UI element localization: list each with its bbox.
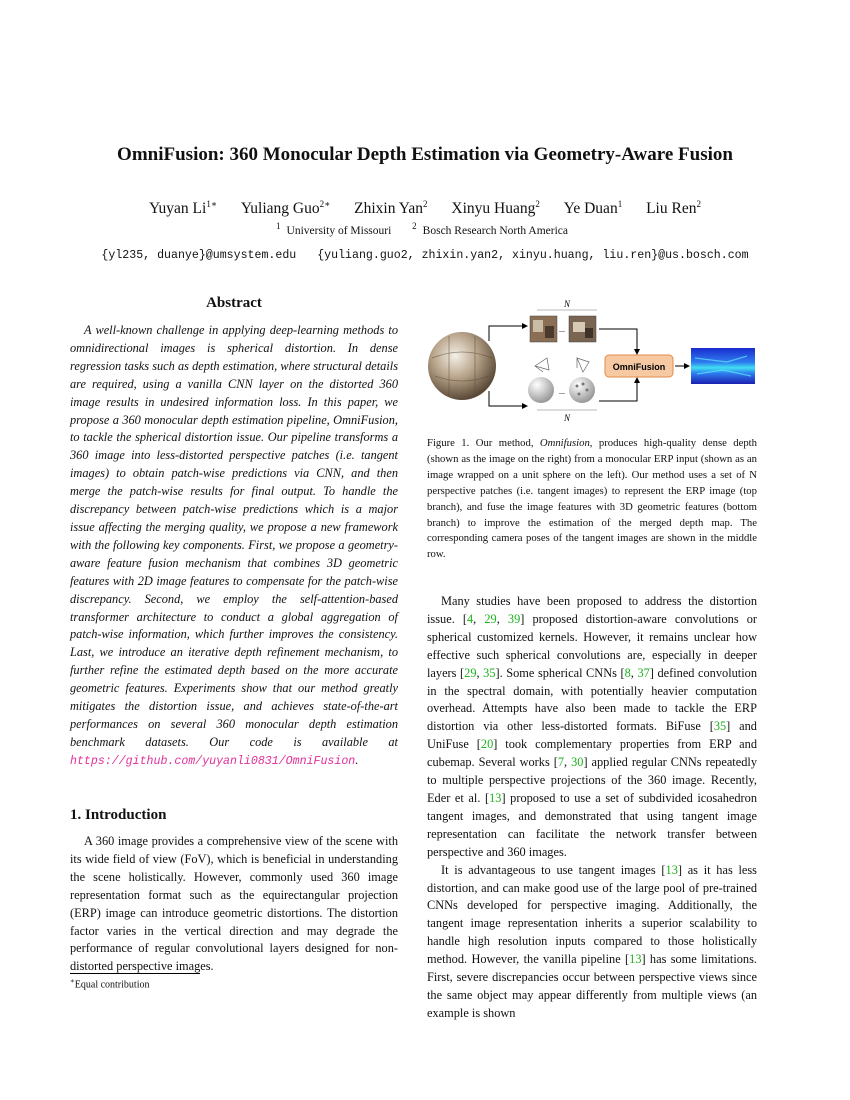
introduction-body: A 360 image provides a comprehensive view of the scene with its wide field of view (FoV), which is beneficial in understanding the scene holistically. However, commonly used 360 image representation format such as the equirectangular projection (ERP) image can introduce geometric distortions. The distortion factor varies in the vertical direction and may degrade the performance of regular convolutional layers designed for non-distorted perspective images. [70,834,398,974]
text-run: , [496,611,508,626]
author: Liu Ren$^2$ [646,199,701,218]
citation-link[interactable]: 30 [571,755,584,770]
citation-link[interactable]: 29 [464,665,477,680]
citation-link[interactable]: 37 [637,665,650,680]
text-run: Many studies have been proposed to address the distortion issue. [ [427,594,757,626]
text-run: , [476,665,484,680]
email-group: {yl235, duanye}@umsystem.edu [101,249,297,262]
citation-link[interactable]: 20 [480,737,494,752]
text-run: ] and UniFuse [ [427,719,757,752]
citation-link[interactable]: 7 [557,755,565,770]
text-run: ] has some limitations. First, severe discrepancies occur between perspective views since the same object may appear differently from multiple views (an example is shown [427,952,757,1020]
author-emails [0,249,850,262]
label-n-top: N [564,299,571,309]
citation-link[interactable]: 35 [713,719,727,734]
text-run: ]. Some spherical CNNs [ [495,665,625,680]
author: Ye Duan$^1$ [563,199,623,218]
citation-link[interactable]: 8 [624,665,631,680]
author: Yuliang Guo$^{2∗}$ [240,199,331,218]
paragraph [427,593,757,862]
paragraph [427,862,757,1023]
paper-title: OmniFusion: 360 Monocular Depth Estimation via Geometry-Aware Fusion [117,144,733,165]
footnote-rule [70,973,200,974]
text-run: ] as it has less distortion, and can make good use of the large pool of pre-trained CNNs developed for perspective imaging. Additionally, the tangent image representation inherits a superior scalability to handle high resolution inputs compared to those holistically method. However, the vanilla pipeline [ [427,862,757,967]
citation-link[interactable]: 4 [467,611,474,626]
figure-1 [427,296,757,422]
abstract-body: A well-known challenge in applying deep-learning methods to omnidirectional images is spherical distortion. In dense regression tasks such as depth estimation, where structural details are required, using a vanilla CNN layer on the distorted 360 image results in undesired information loss. In this paper, we propose a 360 monocular depth estimation pipeline, OmniFusion, to tackle the spherical distortion issue. Our pipeline transforms a 360 image into less-distorted perspective patches (i.e. tangent images) to obtain patch-wise predictions via CNN, and then merge the patch-wise results for final output. To handle the discrepancy between patch-wise predictions which is a major issue affecting the merging quality, we propose a new framework with the following key components. First, we propose a geometry-aware feature fusion mechanism that combines 3D geometric features with 2D image features to compensate for the patch-wise discrepancy. Second, we employ the self-attention-based transformer architecture to conduct a global aggregation of patch-wise information, which further improves the consistency. Last, we introduce an iterative depth refinement mechanism, to further refine the estimated depth based on the more accurate geometric features. Experiments show that our method greatly mitigates the distortion issue, and achieves state-of-the-art performances on several 360 monocular depth estimation benchmark datasets. Our code is available at https://github.com/yuyanli0831/OmniFusion. [70,323,398,768]
omnifusion-label: OmniFusion [612,362,666,372]
depth-map-output [691,348,755,384]
text-run: , [630,665,638,680]
citation-link[interactable]: 13 [665,862,678,877]
spheres-ellipsis: ... [559,387,565,396]
affiliation: $^1$ University of Missouri [276,221,392,237]
patches-ellipsis: ... [559,325,565,334]
text-run: , [564,755,572,770]
citation-link[interactable]: 29 [484,611,497,626]
text-run: ] took complementary properties from ERP and cubemap. Several works [ [427,737,757,770]
citation-link[interactable]: 39 [507,611,521,626]
right-column-text [427,593,757,1023]
author: Xinyu Huang$^2$ [451,199,540,218]
affiliation: $^2$ Bosch Research North America [412,221,568,237]
text-run: , [473,611,485,626]
text-run: ] proposed to use a set of subdivided icosahedron tangent images, and demonstrated that using tangent image representation can facilitate the network transfer between perspective and 360 images. [427,790,757,859]
citation-link[interactable]: 13 [489,790,502,805]
citation-link[interactable]: 13 [629,952,642,967]
footnote: ∗Equal contribution [70,977,150,991]
label-n-bottom: N [564,413,571,422]
author: Zhixin Yan$^2$ [354,199,428,218]
erp-sphere-image [428,332,496,400]
abstract-heading: Abstract [206,295,262,311]
citation-link[interactable]: 35 [483,665,496,680]
author: Yuyan $Li^{1∗}$ [149,199,217,218]
section-heading-introduction: 1. Introduction [70,807,167,823]
author-list [0,199,850,218]
text-run: It is advantageous to use tangent images [ [441,862,666,877]
code-link[interactable]: https://github.com/yuyanli0831/OmniFusion [70,754,356,768]
figure-1-caption: Figure 1. Our method, Omnifusion, produces high-quality dense depth (shown as the image on the right) from a monocular ERP input (shown as an image wrapped on a unit sphere on the left). Our method uses a set of N perspective patches (i.e. tangent images) to represent the ERP image (top branch), and fuse the image features with 3D geometric features (bottom branch) to improve the estimation of the merged depth map. The corresponding camera poses of the tangent images are shown in the middle row. [427,437,757,561]
affiliations [0,221,850,237]
text-run: ] proposed distortion-aware convolutions or spherical customized kernels. However, it remains unclear how effective such spherical convolutions are, especially in deeper layers [ [427,611,758,680]
email-group: {yuliang.guo2, zhixin.yan2, xinyu.huang, liu.ren}@us.bosch.com [317,249,749,262]
text-run: ] defined convolution in the spectral domain, with potentially heavier computation overhead. Attempts have also been made to tackle the ERP distortion via other less-distorted formats. BiFuse [ [427,665,758,734]
text-run: ] applied regular CNNs repeatedly to multiple perspective projections of the 360 image. Recently, Eder et al. [ [427,755,757,805]
